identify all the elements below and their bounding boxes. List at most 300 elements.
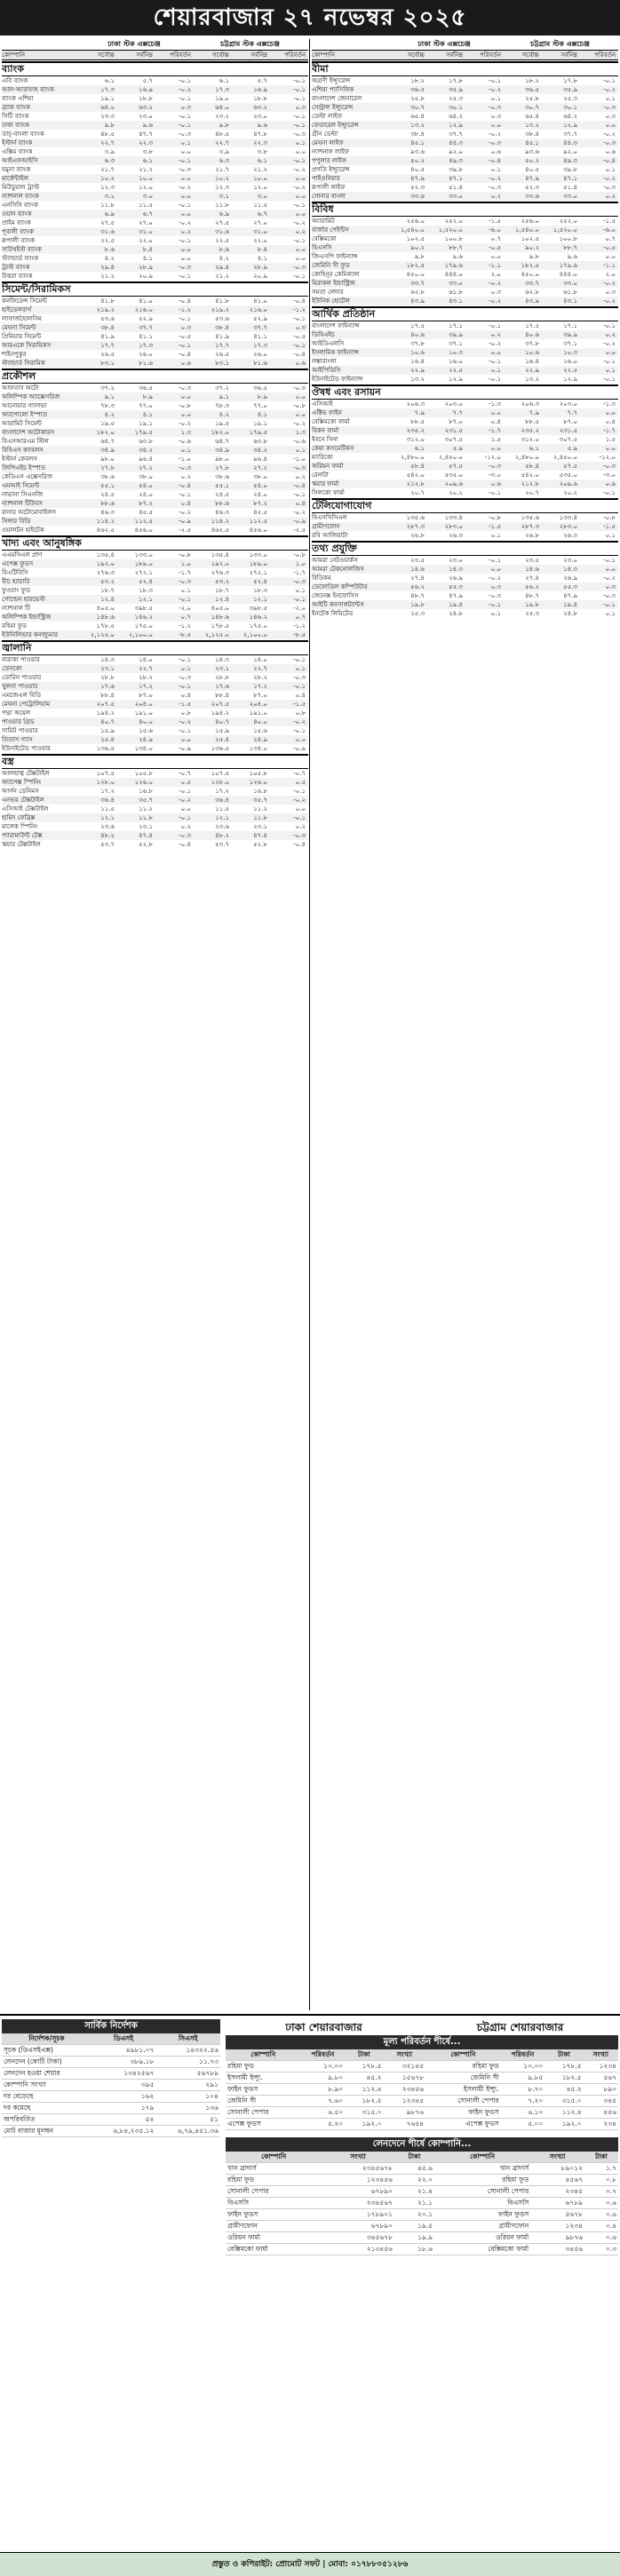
- summary-cell: অপরিবর্তিত: [2, 2114, 91, 2126]
- turnover-row: [226, 2221, 618, 2232]
- stock-row: [2, 359, 308, 368]
- price-value: ৫৫.১: [215, 482, 229, 489]
- price-value: ৩৭.২: [100, 384, 115, 392]
- price-value: ০.৩: [295, 104, 306, 111]
- price-value: -০.১: [293, 237, 306, 244]
- price-value: -০.১: [293, 491, 306, 498]
- price-value: ১২৬.০: [249, 779, 267, 786]
- price-value: -০.১: [293, 727, 306, 734]
- stock-row: [2, 323, 308, 332]
- stock-row: [2, 831, 308, 840]
- stock-row: [312, 330, 618, 339]
- price-value: ২৪.৯: [139, 736, 153, 743]
- price-value: ১২৮.০: [211, 779, 229, 786]
- price-value: ২,৪৮০.০: [400, 454, 425, 461]
- price-value: ১০৫.৮: [134, 770, 153, 777]
- price-value: ১৩৬.৫: [96, 745, 115, 752]
- price-value: ২৪.৫: [215, 491, 229, 498]
- price-value: ২১৬.০: [249, 306, 267, 313]
- company-name: সেন্ট্রাল ইন্স্যুরেন্স: [312, 104, 354, 111]
- price-value: ৩০.১: [563, 104, 577, 111]
- stock-row: [2, 455, 308, 464]
- gainer-cell: ৫৬৭: [584, 2073, 618, 2084]
- price-value: ১২.৩: [215, 184, 229, 191]
- company-name: এনভয় টেক্সটাইল: [2, 797, 44, 804]
- price-value: -০.২: [179, 219, 191, 226]
- price-value: ০.০: [295, 193, 306, 200]
- summary-cell: ১৪৩২২.৫৬: [155, 2045, 220, 2057]
- price-value: -০.৭: [179, 770, 191, 777]
- turnover-cell: বিএসসি: [226, 2198, 322, 2209]
- price-value: ৮৭.০: [253, 692, 267, 699]
- price-value: ০.১: [490, 532, 501, 539]
- price-value: ৩৩.৭: [525, 280, 539, 287]
- price-value: ১৭.৫: [525, 322, 539, 329]
- price-value: ১২.৯: [563, 376, 577, 383]
- price-value: ৫৩.৬: [100, 315, 115, 322]
- price-value: ২৫৬.০: [406, 218, 425, 225]
- stock-row: [312, 139, 618, 147]
- exchange-spacer: [312, 39, 386, 50]
- price-value: ১৭.২: [215, 788, 229, 795]
- stock-row: [2, 392, 308, 401]
- price-value: ৯৬.৪: [253, 456, 267, 463]
- turnover-cell: ২১৩৪৫৬: [322, 2244, 394, 2255]
- price-value: ২৪.৮: [449, 610, 463, 617]
- turnover-header: টাকা: [394, 2152, 434, 2163]
- company-name: সিঙ্গার বিডি: [2, 518, 31, 525]
- price-value: ০.৬: [490, 148, 501, 155]
- price-value: ১৭.৭: [215, 342, 229, 349]
- price-value: ৪৪৪.০: [559, 271, 577, 278]
- stock-row: [2, 568, 308, 577]
- stock-row: [312, 147, 618, 156]
- stock-row: [2, 787, 308, 796]
- price-value: ১৯.৫: [100, 420, 115, 427]
- sector-heading: প্রকৌশল: [2, 369, 308, 384]
- price-value: ৪৯.৩: [563, 157, 577, 164]
- price-value: ৪১.১: [253, 333, 267, 340]
- stock-row: [2, 410, 308, 419]
- price-value: ২,১০০.০: [242, 631, 267, 638]
- company-name: বেক্সিমকো ফার্মা: [312, 418, 350, 425]
- stock-row: [2, 314, 308, 323]
- company-name: বিবিএস ক্যাবলস: [2, 447, 44, 454]
- gainer-header: সংখ্যা: [584, 2049, 618, 2061]
- price-value: -০.৪: [179, 841, 191, 848]
- price-value: ০.৩: [490, 113, 501, 120]
- price-value: ২৫.৮: [525, 95, 539, 102]
- price-value: ২৭.৮: [100, 464, 115, 472]
- company-name: আইএফআইসি: [2, 157, 38, 164]
- price-value: ৪.১: [257, 411, 267, 418]
- summary-row: [2, 2103, 220, 2114]
- price-value: ২০৯.৬: [444, 480, 463, 487]
- company-name: যমুনা ব্যাংক: [2, 166, 31, 173]
- price-value: ৩৯৮.৫: [134, 605, 153, 612]
- price-value: ২০.২: [563, 489, 577, 496]
- price-value: -০.৩: [603, 463, 616, 470]
- price-value: -১.৫: [603, 218, 616, 225]
- gainer-cell: ১৭৮.৫: [544, 2061, 583, 2073]
- price-value: ১৪.৬: [525, 566, 539, 573]
- price-value: -০.৩: [179, 832, 191, 839]
- price-value: ০.৬: [605, 480, 616, 487]
- price-value: ০.০: [605, 409, 616, 416]
- company-name: জেমিনি সী ফুড: [312, 262, 350, 269]
- stock-row: [2, 156, 308, 165]
- company-name: পূবালী ব্যাংক: [2, 228, 34, 235]
- price-value: -০.৩: [489, 104, 501, 111]
- price-value: ৫২.৯: [139, 315, 153, 322]
- price-value: ০.০: [295, 393, 306, 400]
- company-name: ফেডারেল ইন্স্যুরেন্স: [312, 122, 359, 129]
- price-value: ৯.৮: [414, 253, 425, 260]
- company-name: ডোরিন পাওয়ার: [2, 674, 42, 681]
- stock-row: [2, 709, 308, 717]
- gainer-cell: ১২৩৪: [584, 2061, 618, 2073]
- price-value: ৮.৯: [142, 393, 153, 400]
- price-value: ১৯.০: [215, 95, 229, 102]
- stock-row: [2, 112, 308, 121]
- price-value: -১.৫: [489, 218, 501, 225]
- price-value: ৫১.৪: [449, 184, 463, 191]
- price-value: ০.১: [490, 95, 501, 102]
- price-value: ২৪.৫: [100, 491, 115, 498]
- stock-row: [2, 717, 308, 726]
- price-value: ৯৬.৪: [139, 456, 153, 463]
- gainer-cell: ৮.৯০: [301, 2084, 346, 2096]
- price-value: ৫২.৮: [253, 841, 267, 848]
- price-value: -৬.০: [603, 226, 616, 234]
- price-value: ২২.৫: [215, 237, 229, 244]
- column-label: পরিবর্তন: [594, 52, 616, 59]
- price-value: ২২.০: [253, 237, 267, 244]
- stock-row: [2, 622, 308, 630]
- price-value: ৭.৯: [529, 409, 539, 416]
- stock-row: [312, 357, 618, 366]
- price-value: ৩৭.৮: [525, 340, 539, 347]
- price-value: ৩০.৭: [410, 104, 425, 111]
- price-value: ২৭.৫: [215, 219, 229, 226]
- price-value: -১.০: [179, 456, 191, 463]
- company-name: সিটি ব্যাংক: [2, 113, 29, 120]
- company-name: রানার অটোমোবাইলস: [2, 509, 57, 516]
- price-value: -০.৩: [179, 464, 191, 472]
- stock-row: [2, 595, 308, 604]
- price-value: -১.৩: [603, 400, 616, 408]
- price-value: ৪০.৫: [410, 166, 425, 173]
- price-value: -০.৩: [489, 139, 501, 147]
- price-value: -০.৩: [489, 592, 501, 599]
- summary-cell: ১৩৪২৫৬৭: [91, 2068, 156, 2080]
- price-value: ০.২: [295, 823, 306, 830]
- price-value: -০.৩: [293, 464, 306, 472]
- price-value: ০.১: [180, 447, 191, 454]
- price-value: -১২.০: [484, 454, 501, 461]
- price-value: -০.১: [293, 315, 306, 322]
- price-value: -১.৩: [489, 400, 501, 408]
- company-name: মেঘনা লাইফ: [312, 139, 344, 147]
- price-value: ২৪.৯: [253, 736, 267, 743]
- price-value: ২৮৭.৩: [521, 523, 539, 530]
- price-value: ২৩৫.২: [406, 427, 425, 434]
- price-value: ৪৩.৯: [525, 297, 539, 305]
- turnover-header: সংখ্যা: [322, 2152, 394, 2163]
- company-name: গ্রামীণফোন: [312, 523, 340, 530]
- price-value: -০.২: [293, 797, 306, 804]
- price-value: ৯.৬: [142, 122, 153, 129]
- turnover-cell: বেক্সিমকো ফার্মা: [434, 2244, 530, 2255]
- turnover-cell: ওরিয়ন ফার্মা: [434, 2232, 530, 2244]
- gainer-cell: এপেক্স ফুডস: [425, 2119, 501, 2130]
- gainers-box: [226, 2019, 618, 2255]
- stock-row: [312, 217, 618, 226]
- price-value: ৮৮.৬: [215, 500, 229, 507]
- dse-heading: ঢাকা স্টক এক্সচেঞ্জ: [417, 40, 471, 48]
- price-value: ৪৬২.৫: [211, 527, 229, 534]
- price-value: -০.২: [489, 297, 501, 305]
- price-value: ৪৫.৫: [139, 509, 153, 516]
- price-value: ০.৩: [605, 289, 616, 296]
- price-value: -০.৮: [293, 402, 306, 409]
- summary-cell: দর বেড়েছে: [2, 2091, 91, 2103]
- summary-row: [2, 2068, 220, 2080]
- price-value: ১১.৫: [215, 805, 229, 812]
- price-value: ০.০: [295, 255, 306, 262]
- price-value: ১৮.৮: [139, 95, 153, 102]
- sector-heading: বিবিধ: [312, 202, 618, 217]
- price-value: ২২.৭: [139, 665, 153, 672]
- stock-row: [2, 526, 308, 535]
- price-value: ৪০.০: [139, 718, 153, 725]
- price-value: ৬.৯: [219, 210, 229, 218]
- company-name: মালেক স্পিনিং: [2, 823, 38, 830]
- stock-row: [312, 234, 618, 243]
- price-value: ৪১.১: [139, 333, 153, 340]
- price-value: ৫২.৩: [410, 184, 425, 191]
- turnover-cell: ৬৭৮৯০: [322, 2186, 394, 2198]
- price-value: -০.১: [293, 342, 306, 349]
- price-value: ১৫.৬: [139, 727, 153, 734]
- stock-row: [2, 481, 308, 490]
- price-value: ১২.০: [139, 184, 153, 191]
- price-value: ২৬.৫: [215, 351, 229, 358]
- price-value: ০.৪: [180, 692, 191, 699]
- price-value: ৯২.০: [563, 148, 577, 155]
- company-name: এশিয়া প্যাসিফিক: [312, 86, 354, 93]
- price-value: ৪.১: [142, 411, 153, 418]
- price-value: ০.৩: [490, 289, 501, 296]
- sector-rows: [312, 556, 618, 618]
- price-value: ১৩৩.০: [249, 551, 267, 559]
- stock-row: [2, 130, 308, 139]
- summary-row: [2, 2114, 220, 2126]
- price-value: ১৭.৭: [100, 342, 115, 349]
- price-value: ০.১: [605, 166, 616, 173]
- price-value: ৩৭.১: [449, 340, 463, 347]
- price-value: ১৬.০: [563, 358, 577, 365]
- price-value: ৯০.২: [525, 244, 539, 251]
- gainer-cell: ১১২.৪: [544, 2107, 583, 2119]
- stock-row: [312, 156, 618, 165]
- turnover-table: [226, 2152, 618, 2255]
- market-summary-title: সার্বিক নির্দেশক: [2, 2019, 220, 2033]
- price-value: ৫২.৯: [253, 315, 267, 322]
- turnover-cell: রহিমা ফুড: [226, 2175, 322, 2186]
- stock-row: [2, 769, 308, 778]
- price-value: ২৮.৯: [139, 264, 153, 271]
- price-value: ৪০.০: [253, 718, 267, 725]
- price-value: -০.১: [293, 273, 306, 280]
- price-value: ৩.৯: [104, 148, 115, 155]
- price-value: ০.৪: [490, 418, 501, 425]
- gainer-cell: ৫.২০: [301, 2119, 346, 2130]
- price-value: ৬৩.২: [139, 104, 153, 111]
- price-value: -০.২: [489, 340, 501, 347]
- price-value: ১১.৫: [100, 805, 115, 812]
- price-value: ১৭.৮: [449, 77, 463, 84]
- price-value: ১১২.৫: [249, 518, 267, 525]
- price-value: -০.১: [293, 113, 306, 120]
- company-name: বীচ হ্যাচারি: [2, 578, 30, 585]
- price-value: ৫৩.৭: [215, 841, 229, 848]
- price-value: ৪০৫.০: [96, 605, 115, 612]
- price-value: ১২.৪: [215, 596, 229, 603]
- price-value: -০.৩: [179, 578, 191, 585]
- stock-row: [312, 288, 618, 297]
- exchange-header: [2, 39, 308, 51]
- price-value: -০.১: [293, 77, 306, 84]
- price-value: ৭৮.৩: [215, 402, 229, 409]
- price-value: ২৪.৮: [563, 610, 577, 617]
- turnover-cell: ২৩৪৫৬৭৮: [322, 2163, 394, 2175]
- price-value: -০.৪: [293, 351, 306, 358]
- stock-row: [2, 726, 308, 735]
- company-name: বাংলাদেশ জেনারেল: [312, 95, 362, 102]
- price-value: -০.১: [603, 358, 616, 365]
- company-name: গোল্ডেন হারভেস্ট: [2, 596, 45, 603]
- stock-row: [2, 682, 308, 691]
- price-value: ০.০: [490, 409, 501, 416]
- gainer-cell: ৩১৫.০: [544, 2096, 583, 2107]
- company-name: বাংলাদেশ ফাইন্যান্স: [312, 322, 360, 329]
- price-value: ২০৪.০: [249, 701, 267, 708]
- company-name: রবি আজিয়াটা: [312, 532, 348, 539]
- price-value: ৫৮.৪: [410, 463, 425, 470]
- price-value: -১.৫: [489, 523, 501, 530]
- price-value: ১,৫৪০.০: [400, 226, 425, 234]
- price-value: ২০৩.০: [444, 400, 463, 408]
- stock-row: [2, 664, 308, 673]
- stock-row: [2, 236, 308, 245]
- price-value: ২১.৭: [100, 166, 115, 173]
- price-value: ৮৩.১: [100, 360, 115, 367]
- price-value: ১.৩: [295, 429, 306, 436]
- price-value: ৬.১: [142, 157, 153, 164]
- company-name: ট্রাস্ট ব্যাংক: [2, 264, 30, 271]
- price-value: ৩.৮: [142, 148, 153, 155]
- company-name: ওয়ান ব্যাংক: [2, 210, 32, 218]
- price-value: -০.২: [179, 184, 191, 191]
- price-value: ৩১.০: [139, 228, 153, 235]
- price-value: ২৮.৯: [253, 264, 267, 271]
- gainer-cell: ৭.৬০: [301, 2096, 346, 2107]
- price-value: ৫.৯: [567, 445, 577, 452]
- price-value: ৬.১: [219, 77, 229, 84]
- company-name: ব্যাংক এশিয়া: [2, 95, 34, 102]
- company-name: অ্যারামিট: [312, 218, 335, 225]
- price-value: ২০৯.৬: [559, 480, 577, 487]
- price-value: -০.১: [179, 157, 191, 164]
- price-value: ৫.৭: [142, 77, 153, 84]
- price-value: ৪.২: [104, 411, 115, 418]
- market-summary-box: [2, 2019, 220, 2137]
- price-value: ০.২: [295, 228, 306, 235]
- price-value: -০.৮: [293, 551, 306, 559]
- price-value: ৩৮.০: [253, 473, 267, 480]
- price-value: -০.২: [603, 575, 616, 582]
- summary-row: [2, 2057, 220, 2068]
- price-value: -০.১: [293, 814, 306, 821]
- company-name: অলিম্পিক অ্যাক্সেসরিজ: [2, 393, 60, 400]
- company-name: লাফার্জহোলসিম: [2, 315, 42, 322]
- price-value: ০.০: [180, 805, 191, 812]
- company-name: ন্যাশনাল ব্যাংক: [2, 193, 39, 200]
- price-value: ৪৬.৩: [215, 509, 229, 516]
- price-value: ৩৩.৬: [410, 193, 425, 200]
- price-value: ০.১: [295, 587, 306, 594]
- price-value: ২৫২.০: [559, 218, 577, 225]
- turnover-header: কোম্পানি: [434, 2152, 530, 2163]
- summary-cell: ১১.৭৩: [155, 2057, 220, 2068]
- price-value: -০.১: [179, 656, 191, 663]
- stock-row: [312, 471, 618, 480]
- price-value: ৪৭.৯: [525, 175, 539, 182]
- gainer-header: কোম্পানি: [425, 2049, 501, 2061]
- price-value: ৮৮.৪: [215, 692, 229, 699]
- column-label: কোম্পানি: [312, 52, 336, 59]
- price-value: ৩৫.৯: [449, 86, 463, 93]
- price-value: -০.১: [179, 202, 191, 209]
- price-value: -০.২: [603, 131, 616, 138]
- stock-row: [312, 243, 618, 252]
- price-value: -১.৫: [603, 523, 616, 530]
- price-value: -০.৩: [293, 674, 306, 681]
- price-value: ৮৭.০: [449, 418, 463, 425]
- company-name: গ্রীন ডেল্টা: [312, 131, 338, 138]
- price-value: ১৭.২: [100, 788, 115, 795]
- price-value: ৯২.০: [449, 148, 463, 155]
- price-value: ৮.৪: [257, 246, 267, 253]
- price-value: ০.০: [180, 736, 191, 743]
- price-value: -০.১: [603, 601, 616, 608]
- price-value: -০.৫: [489, 244, 501, 251]
- price-value: -০.১: [179, 113, 191, 120]
- price-value: ১৭.৬: [100, 683, 115, 690]
- price-value: ৮৮.৫: [525, 418, 539, 425]
- company-name: বিএটিবিসি: [2, 569, 28, 576]
- price-value: ১৭.২: [253, 683, 267, 690]
- price-value: -৮.৫: [293, 631, 306, 638]
- price-value: ১৩৫.৬: [406, 514, 425, 521]
- turnover-header: কোম্পানি: [226, 2152, 322, 2163]
- price-value: ২৬.৮: [410, 532, 425, 539]
- price-value: -৮.৫: [179, 631, 191, 638]
- price-value: ৪৭.৪: [253, 832, 267, 839]
- price-value: -০.১: [179, 342, 191, 349]
- turnover-title: লেনদেনে শীর্ষে কোম্পানি...: [226, 2137, 618, 2152]
